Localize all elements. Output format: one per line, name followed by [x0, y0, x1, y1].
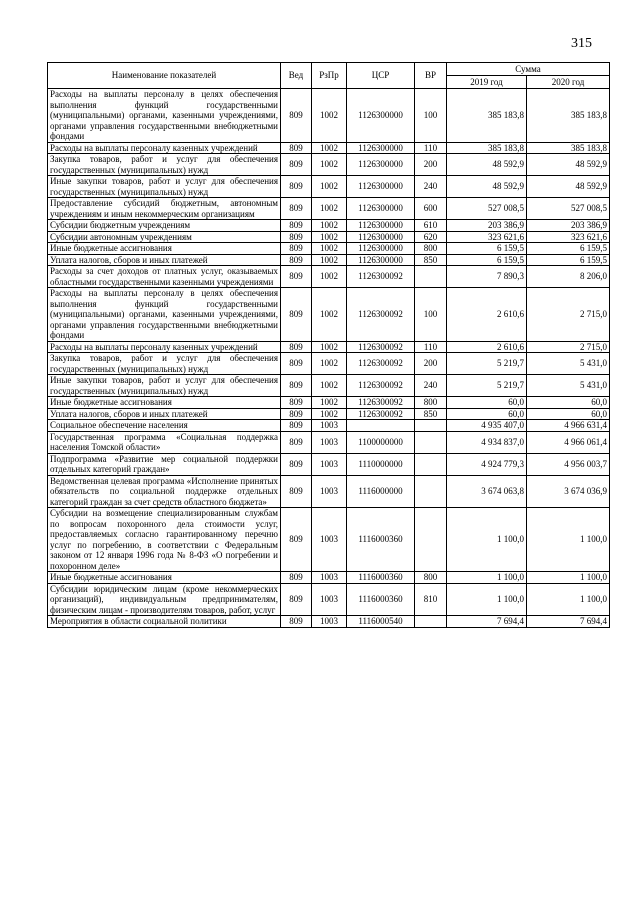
cell-vr: 800 — [415, 397, 447, 409]
cell-2019: 4 934 837,0 — [447, 431, 527, 453]
cell-name: Иные бюджетные ассигнования — [48, 572, 281, 584]
cell-csr: 1126300000 — [347, 254, 415, 266]
cell-name: Подпрограмма «Развитие мер социальной поддержки отдельных категорий граждан» — [48, 453, 281, 475]
cell-vr: 240 — [415, 375, 447, 397]
cell-name: Уплата налогов, сборов и иных платежей — [48, 254, 281, 266]
cell-csr: 1110000000 — [347, 453, 415, 475]
cell-2019: 385 183,8 — [447, 142, 527, 154]
cell-vr: 200 — [415, 353, 447, 375]
cell-csr: 1126300092 — [347, 397, 415, 409]
cell-2019: 2 610,6 — [447, 288, 527, 342]
cell-csr: 1126300092 — [347, 288, 415, 342]
cell-csr: 1116000540 — [347, 616, 415, 628]
table-row — [48, 353, 610, 375]
cell-vr: 110 — [415, 341, 447, 353]
cell-2019: 6 159,5 — [447, 243, 527, 255]
cell-ved: 809 — [281, 353, 312, 375]
cell-rzpr: 1003 — [312, 616, 347, 628]
cell-name: Уплата налогов, сборов и иных платежей — [48, 408, 281, 420]
cell-2019: 7 890,3 — [447, 266, 527, 288]
cell-name: Социальное обеспечение населения — [48, 420, 281, 432]
cell-rzpr: 1003 — [312, 583, 347, 616]
cell-2019: 1 100,0 — [447, 583, 527, 616]
cell-2020: 2 715,0 — [527, 341, 610, 353]
cell-rzpr: 1002 — [312, 408, 347, 420]
cell-2020: 5 431,0 — [527, 353, 610, 375]
cell-name: Иные закупки товаров, работ и услуг для обеспечения государственных (муниципальных) нужд — [48, 176, 281, 198]
table-row — [48, 583, 610, 616]
cell-ved: 809 — [281, 420, 312, 432]
cell-rzpr: 1002 — [312, 220, 347, 232]
cell-csr: 1116000000 — [347, 475, 415, 508]
cell-ved: 809 — [281, 243, 312, 255]
cell-vr: 620 — [415, 231, 447, 243]
cell-csr: 1126300000 — [347, 176, 415, 198]
cell-2020: 1 100,0 — [527, 508, 610, 572]
cell-ved: 809 — [281, 198, 312, 220]
cell-csr: 1126300000 — [347, 142, 415, 154]
table-body — [48, 89, 610, 628]
cell-2020: 48 592,9 — [527, 154, 610, 176]
table-row — [48, 288, 610, 342]
cell-ved: 809 — [281, 408, 312, 420]
cell-name: Субсидии на возмещение специализированным службам по вопросам похоронного дела стоимости услуг, предоставляемых согласно гарантированному перечню услуг по погребению, в соответствии с Федеральным законом от 12 января 1996 года № 8-ФЗ «О погребении и похоронном деле» — [48, 508, 281, 572]
cell-ved: 809 — [281, 89, 312, 143]
cell-vr — [415, 475, 447, 508]
cell-vr: 850 — [415, 254, 447, 266]
header-vr: ВР — [415, 63, 447, 89]
cell-2020: 60,0 — [527, 408, 610, 420]
cell-csr: 1126300000 — [347, 220, 415, 232]
table-row — [48, 220, 610, 232]
cell-2019: 7 694,4 — [447, 616, 527, 628]
cell-csr: 1126300000 — [347, 243, 415, 255]
table-row — [48, 616, 610, 628]
cell-rzpr: 1003 — [312, 508, 347, 572]
cell-2019: 3 674 063,8 — [447, 475, 527, 508]
cell-ved: 809 — [281, 288, 312, 342]
cell-name: Субсидии бюджетным учреждениям — [48, 220, 281, 232]
cell-name: Субсидии юридическим лицам (кроме некоммерческих организаций), индивидуальным предпринимателям, физическим лицам - производителям товаров, работ, услуг — [48, 583, 281, 616]
cell-csr: 1126300092 — [347, 266, 415, 288]
cell-2019: 60,0 — [447, 408, 527, 420]
cell-2019: 5 219,7 — [447, 353, 527, 375]
cell-rzpr: 1002 — [312, 231, 347, 243]
cell-2020: 8 206,0 — [527, 266, 610, 288]
cell-rzpr: 1003 — [312, 475, 347, 508]
cell-2019: 385 183,8 — [447, 89, 527, 143]
cell-name: Субсидии автономным учреждениям — [48, 231, 281, 243]
table-row — [48, 89, 610, 143]
header-ved: Вед — [281, 63, 312, 89]
header-sum: Сумма — [447, 63, 610, 76]
cell-2020: 1 100,0 — [527, 583, 610, 616]
cell-rzpr: 1002 — [312, 243, 347, 255]
cell-csr: 1116000360 — [347, 583, 415, 616]
cell-ved: 809 — [281, 231, 312, 243]
cell-2020: 3 674 036,9 — [527, 475, 610, 508]
cell-vr: 240 — [415, 176, 447, 198]
table-row — [48, 508, 610, 572]
cell-vr — [415, 453, 447, 475]
table-row — [48, 154, 610, 176]
cell-name: Расходы за счет доходов от платных услуг, оказываемых областными государственными казенными учреждениями — [48, 266, 281, 288]
cell-name: Иные бюджетные ассигнования — [48, 397, 281, 409]
cell-2020: 385 183,8 — [527, 142, 610, 154]
cell-vr: 200 — [415, 154, 447, 176]
cell-rzpr: 1002 — [312, 375, 347, 397]
cell-name: Государственная программа «Социальная поддержка населения Томской области» — [48, 431, 281, 453]
cell-rzpr: 1003 — [312, 572, 347, 584]
cell-rzpr: 1002 — [312, 288, 347, 342]
cell-2020: 6 159,5 — [527, 254, 610, 266]
table-row — [48, 408, 610, 420]
cell-name: Закупка товаров, работ и услуг для обеспечения государственных (муниципальных) нужд — [48, 353, 281, 375]
cell-csr: 1126300092 — [347, 375, 415, 397]
cell-vr — [415, 266, 447, 288]
table-row — [48, 431, 610, 453]
table-row — [48, 176, 610, 198]
cell-csr — [347, 420, 415, 432]
cell-2019: 4 935 407,0 — [447, 420, 527, 432]
cell-name: Закупка товаров, работ и услуг для обеспечения государственных (муниципальных) нужд — [48, 154, 281, 176]
cell-rzpr: 1002 — [312, 397, 347, 409]
cell-2020: 527 008,5 — [527, 198, 610, 220]
table-row — [48, 142, 610, 154]
cell-2019: 1 100,0 — [447, 508, 527, 572]
cell-rzpr: 1002 — [312, 353, 347, 375]
cell-rzpr: 1002 — [312, 89, 347, 143]
cell-vr: 100 — [415, 89, 447, 143]
cell-csr: 1126300000 — [347, 154, 415, 176]
cell-csr: 1126300000 — [347, 89, 415, 143]
cell-ved: 809 — [281, 453, 312, 475]
cell-rzpr: 1003 — [312, 431, 347, 453]
header-2020: 2020 год — [527, 76, 610, 89]
header-name: Наименование показателей — [48, 63, 281, 89]
cell-2020: 203 386,9 — [527, 220, 610, 232]
cell-vr — [415, 508, 447, 572]
cell-2020: 6 159,5 — [527, 243, 610, 255]
table-row — [48, 254, 610, 266]
cell-ved: 809 — [281, 154, 312, 176]
cell-2020: 323 621,6 — [527, 231, 610, 243]
page-number: 315 — [571, 36, 592, 51]
cell-2020: 2 715,0 — [527, 288, 610, 342]
cell-rzpr: 1002 — [312, 266, 347, 288]
cell-vr — [415, 431, 447, 453]
cell-2020: 60,0 — [527, 397, 610, 409]
cell-2019: 5 219,7 — [447, 375, 527, 397]
cell-2019: 323 621,6 — [447, 231, 527, 243]
cell-name: Расходы на выплаты персоналу казенных учреждений — [48, 142, 281, 154]
cell-ved: 809 — [281, 508, 312, 572]
cell-vr: 850 — [415, 408, 447, 420]
cell-ved: 809 — [281, 375, 312, 397]
cell-vr — [415, 420, 447, 432]
cell-2020: 48 592,9 — [527, 176, 610, 198]
cell-vr: 810 — [415, 583, 447, 616]
cell-2019: 527 008,5 — [447, 198, 527, 220]
cell-csr: 1100000000 — [347, 431, 415, 453]
cell-ved: 809 — [281, 431, 312, 453]
table-row — [48, 572, 610, 584]
cell-ved: 809 — [281, 341, 312, 353]
cell-name: Мероприятия в области социальной политики — [48, 616, 281, 628]
cell-2020: 4 956 003,7 — [527, 453, 610, 475]
table-row — [48, 420, 610, 432]
cell-rzpr: 1002 — [312, 176, 347, 198]
cell-rzpr: 1002 — [312, 341, 347, 353]
cell-2019: 4 924 779,3 — [447, 453, 527, 475]
cell-ved: 809 — [281, 176, 312, 198]
cell-2020: 7 694,4 — [527, 616, 610, 628]
cell-rzpr: 1002 — [312, 198, 347, 220]
cell-2020: 1 100,0 — [527, 572, 610, 584]
cell-2019: 6 159,5 — [447, 254, 527, 266]
cell-2020: 4 966 631,4 — [527, 420, 610, 432]
cell-ved: 809 — [281, 572, 312, 584]
cell-csr: 1126300000 — [347, 198, 415, 220]
cell-csr: 1126300092 — [347, 408, 415, 420]
cell-ved: 809 — [281, 220, 312, 232]
header-rzpr: РзПр — [312, 63, 347, 89]
cell-csr: 1126300092 — [347, 341, 415, 353]
header-csr: ЦСР — [347, 63, 415, 89]
cell-rzpr: 1002 — [312, 254, 347, 266]
cell-name: Расходы на выплаты персоналу в целях обеспечения выполнения функций государственными (муниципальными) органами, казенными учреждениями, органами управления государственными внебюджетными фондами — [48, 89, 281, 143]
cell-2019: 60,0 — [447, 397, 527, 409]
cell-ved: 809 — [281, 397, 312, 409]
cell-name: Расходы на выплаты персоналу в целях обеспечения выполнения функций государственными (муниципальными) органами, казенными учреждениями, органами управления государственными внебюджетными фондами — [48, 288, 281, 342]
cell-rzpr: 1002 — [312, 154, 347, 176]
table-header — [48, 63, 610, 89]
cell-ved: 809 — [281, 254, 312, 266]
budget-table — [47, 62, 610, 628]
cell-rzpr: 1003 — [312, 420, 347, 432]
cell-ved: 809 — [281, 266, 312, 288]
cell-ved: 809 — [281, 142, 312, 154]
cell-rzpr: 1002 — [312, 142, 347, 154]
cell-rzpr: 1003 — [312, 453, 347, 475]
table-row — [48, 231, 610, 243]
cell-csr: 1126300092 — [347, 353, 415, 375]
table-row — [48, 341, 610, 353]
cell-ved: 809 — [281, 616, 312, 628]
table-row — [48, 453, 610, 475]
cell-ved: 809 — [281, 475, 312, 508]
cell-name: Ведомственная целевая программа «Исполнение принятых обязательств по социальной поддержке отдельных категорий граждан за счет средств областного бюджета» — [48, 475, 281, 508]
table-row — [48, 266, 610, 288]
cell-2020: 385 183,8 — [527, 89, 610, 143]
cell-csr: 1116000360 — [347, 572, 415, 584]
cell-2019: 48 592,9 — [447, 154, 527, 176]
cell-vr: 610 — [415, 220, 447, 232]
cell-vr: 800 — [415, 243, 447, 255]
cell-2020: 4 966 061,4 — [527, 431, 610, 453]
table-row — [48, 397, 610, 409]
cell-csr: 1126300000 — [347, 231, 415, 243]
cell-name: Иные бюджетные ассигнования — [48, 243, 281, 255]
table-row — [48, 375, 610, 397]
table-row — [48, 475, 610, 508]
table-row — [48, 198, 610, 220]
cell-vr: 110 — [415, 142, 447, 154]
cell-2019: 203 386,9 — [447, 220, 527, 232]
table-row — [48, 243, 610, 255]
cell-vr: 100 — [415, 288, 447, 342]
cell-name: Предоставление субсидий бюджетным, автономным учреждениям и иным некоммерческим организациям — [48, 198, 281, 220]
cell-name: Расходы на выплаты персоналу казенных учреждений — [48, 341, 281, 353]
cell-ved: 809 — [281, 583, 312, 616]
cell-2019: 1 100,0 — [447, 572, 527, 584]
cell-name: Иные закупки товаров, работ и услуг для обеспечения государственных (муниципальных) нужд — [48, 375, 281, 397]
cell-2020: 5 431,0 — [527, 375, 610, 397]
cell-vr: 600 — [415, 198, 447, 220]
cell-2019: 48 592,9 — [447, 176, 527, 198]
cell-vr — [415, 616, 447, 628]
cell-csr: 1116000360 — [347, 508, 415, 572]
cell-2019: 2 610,6 — [447, 341, 527, 353]
cell-vr: 800 — [415, 572, 447, 584]
header-2019: 2019 год — [447, 76, 527, 89]
